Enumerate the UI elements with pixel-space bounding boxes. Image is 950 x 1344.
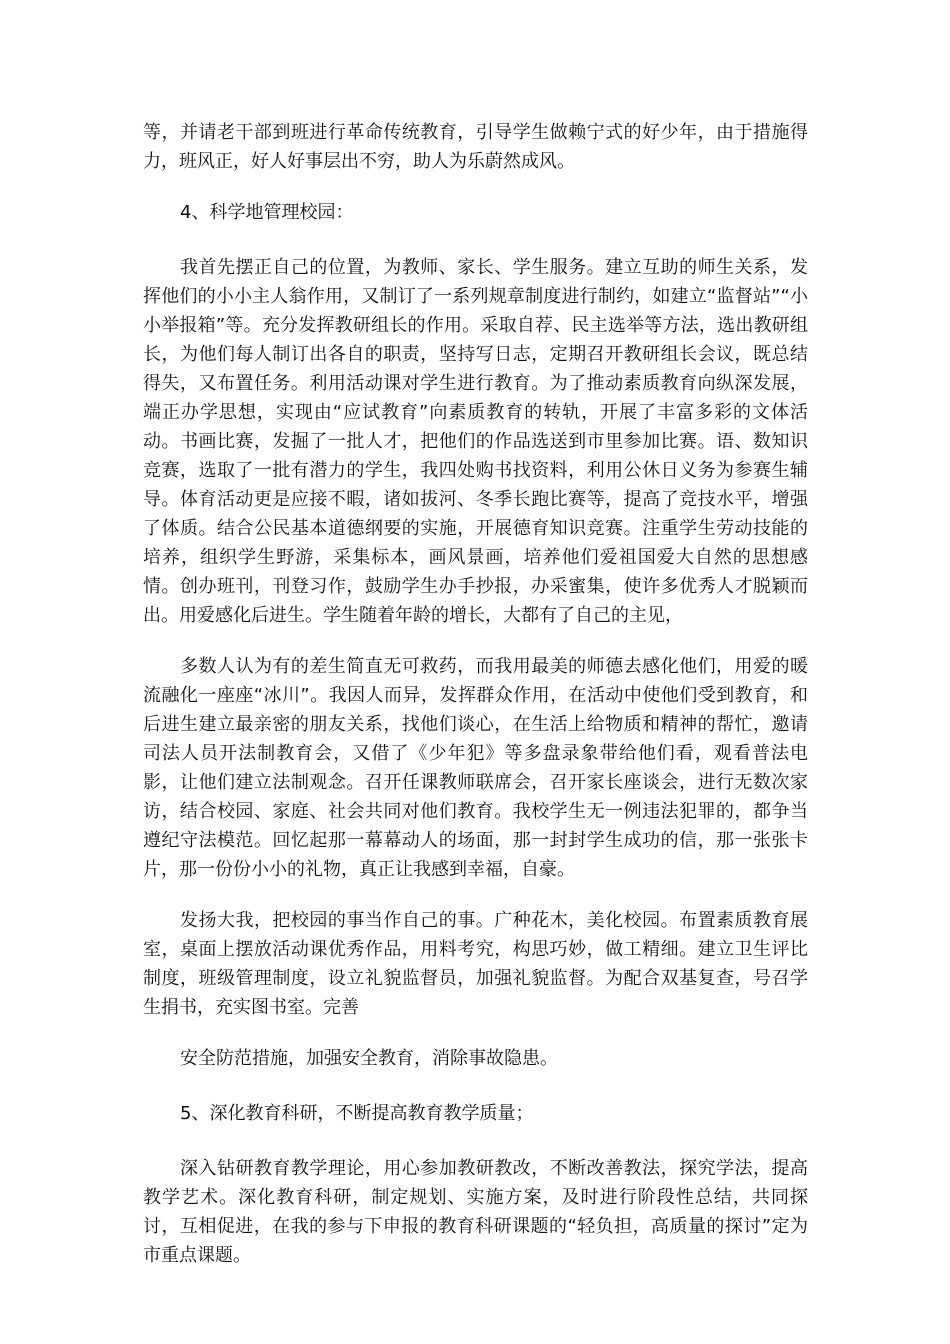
paragraph-education-research: 深入钻研教育教学理论，用心参加教研教改，不断改善教法，探究学法，提高教学艺术。深化教育科研，制定规划、实施方案，及时进行阶段性总结，共同探讨，互相促进，在我的参与下申报的教育科研课题的“轻负担，高质量的探讨”定为市重点课题。 bbox=[143, 1158, 808, 1266]
section-heading-4: 4、科学地管理校园： bbox=[180, 202, 354, 223]
document-body bbox=[143, 118, 808, 1288]
paragraph-underachiever-education: 多数人认为有的差生简直无可救药，而我用最美的师德去感化他们，用爱的暖流融化一座座“冰川”。我因人而异，发挥群众作用，在活动中使他们受到教育，和后进生建立最亲密的朋友关系，找他们谈心，在生活上给物质和精神的帮忙，邀请司法人员开法制教育会，又借了《少年犯》等多盘录象带给他们看，观看普法电影，让他们建立法制观念。召开任课教师联席会，召开家长座谈会，进行无数次家访，结合校园、家庭、社会共同对他们教育。我校学生无一例违法犯罪的，都争当遵纪守法模范。回忆起那一幕幕动人的场面，那一封封学生成功的信，那一张张卡片，那一份份小小的礼物，真正让我感到幸福，自豪。 bbox=[143, 656, 808, 880]
paragraph-campus-beautification: 发扬大我，把校园的事当作自己的事。广种花木，美化校园。布置素质教育展室，桌面上摆放活动课优秀作品，用料考究，构思巧妙，做工精细。建立卫生评比制度，班级管理制度，设立礼貌监督员，加强礼貌监督。为配合双基复查，号召学生捐书，充实图书室。完善 bbox=[143, 910, 808, 1018]
paragraph-safety-measures: 安全防范措施，加强安全教育，消除事故隐患。 bbox=[180, 1048, 558, 1069]
paragraph-intro-continuation: 等，并请老干部到班进行革命传统教育，引导学生做赖宁式的好少年，由于措施得力，班风正，好人好事层出不穷，助人为乐蔚然成风。 bbox=[143, 122, 808, 172]
paragraph-campus-management: 我首先摆正自己的位置，为教师、家长、学生服务。建立互助的师生关系，发挥他们的小小主人翁作用，又制订了一系列规章制度进行制约，如建立“监督站”“小小举报箱”等。充分发挥教研组长的作用。采取自荐、民主选举等方法，选出教研组长，为他们每人制订出各自的职责，坚持写日志，定期召开教研组长会议，既总结得失，又布置任务。利用活动课对学生进行教育。为了推动素质教育向纵深发展，端正办学思想，实现由“应试教育”向素质教育的转轨，开展了丰富多彩的文体活动。书画比赛，发掘了一批人才，把他们的作品选送到市里参加比赛。语、数知识竞赛，选取了一批有潜力的学生，我四处购书找资料，利用公休日义务为参赛生辅导。体育活动更是应接不暇，诸如拔河、冬季长跑比赛等，提高了竞技水平，增强了体质。结合公民基本道德纲要的实施，开展德育知识竞赛。注重学生劳动技能的培养，组织学生野游，采集标本，画风景画，培养他们爱祖国爱大自然的思想感情。创办班刊，刊登习作，鼓励学生办手抄报，办采蜜集，使许多优秀人才脱颖而出。用爱感化后进生。学生随着年龄的增长，大都有了自己的主见， bbox=[143, 257, 808, 626]
section-heading-5: 5、深化教育科研，不断提高教育教学质量； bbox=[180, 1103, 534, 1124]
